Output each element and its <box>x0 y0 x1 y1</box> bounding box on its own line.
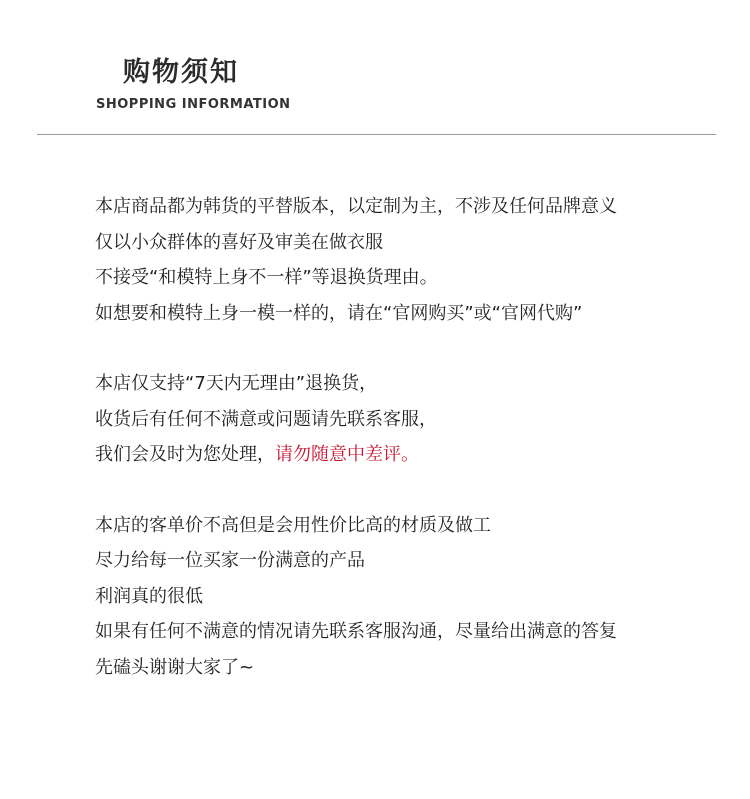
text-line: 本店仅支持“7天内无理由”退换货， <box>95 373 378 394</box>
paragraph-product-notice <box>95 189 715 331</box>
text-line: 利润真的很低 <box>95 585 203 607</box>
text-line-with-highlight <box>95 437 715 473</box>
text-line: 收货后有任何不满意或问题请先联系客服， <box>95 408 437 430</box>
text-line: 仅以小众群体的喜好及审美在做衣服 <box>95 231 383 253</box>
text-line: 如想要和模特上身一模一样的，请在“官网购买”或“官网代购” <box>95 302 583 324</box>
text-segment: 我们会及时为您处理， <box>95 444 275 465</box>
text-line: 尽力给每一位买家一份满意的产品 <box>95 550 365 571</box>
notice-content <box>95 189 715 720</box>
page-subtitle: SHOPPING INFORMATION <box>96 97 291 112</box>
page-title: 购物须知 <box>123 57 239 88</box>
paragraph-return-policy <box>95 366 715 473</box>
text-line: 不接受“和模特上身不一样”等退换货理由。 <box>95 267 438 288</box>
text-line: 如果有任何不满意的情况请先联系客服沟通，尽量给出满意的答复 <box>95 621 617 642</box>
text-line: 本店商品都为韩货的平替版本，以定制为主，不涉及任何品牌意义 <box>95 196 617 217</box>
header-divider <box>37 134 716 135</box>
text-line: 本店的客单价不高但是会用性价比高的材质及做工 <box>95 514 491 536</box>
paragraph-price-note <box>95 508 715 686</box>
text-line: 先磕头谢谢大家了~ <box>95 656 255 678</box>
highlight-warning-text: 请勿随意中差评。 <box>275 444 419 465</box>
